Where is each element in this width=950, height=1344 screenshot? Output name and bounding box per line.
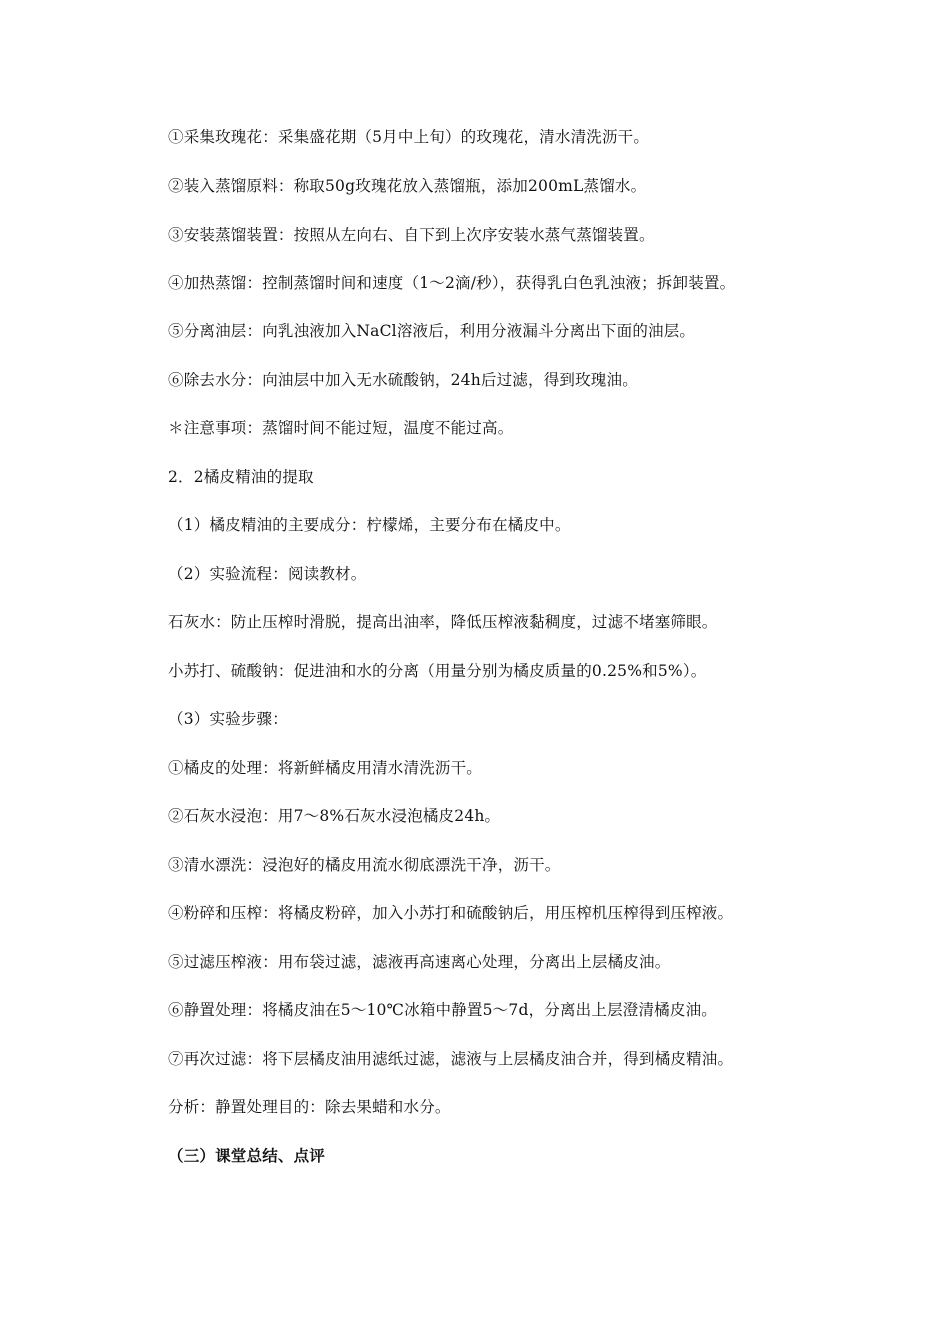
step-remove-water: ⑥除去水分：向油层中加入无水硫酸钠，24h后过滤，得到玫瑰油。 <box>168 371 638 389</box>
soda-sulfate-note: 小苏打、硫酸钠：促进油和水的分离（用量分别为橘皮质量的0.25%和5%）。 <box>168 662 707 680</box>
step-rinse: ③清水漂洗：浸泡好的橘皮用流水彻底漂洗干净，沥干。 <box>168 856 561 874</box>
experiment-flow: （2）实验流程：阅读教材。 <box>168 565 367 583</box>
step-load-material: ②装入蒸馏原料：称取50g玫瑰花放入蒸馏瓶，添加200mL蒸馏水。 <box>168 177 647 195</box>
step-separate-oil: ⑤分离油层：向乳浊液加入NaCl溶液后，利用分液漏斗分离出下面的油层。 <box>168 322 696 340</box>
main-component: （1）橘皮精油的主要成分：柠檬烯，主要分布在橘皮中。 <box>168 516 571 534</box>
summary-heading: （三）课堂总结、点评 <box>168 1146 326 1165</box>
step-install-apparatus: ③安装蒸馏装置：按照从左向右、自下到上次序安装水蒸气蒸馏装置。 <box>168 226 655 244</box>
step-peel-treatment: ①橘皮的处理：将新鲜橘皮用清水清洗沥干。 <box>168 759 483 777</box>
section-heading-orange-oil: 2．2橘皮精油的提取 <box>168 468 314 486</box>
analysis: 分析：静置处理目的：除去果蜡和水分。 <box>168 1098 451 1116</box>
step-filter-press-liquid: ⑤过滤压榨液：用布袋过滤，滤液再高速离心处理，分离出上层橘皮油。 <box>168 953 671 971</box>
step-collect-roses: ①采集玫瑰花：采集盛花期（5月中上旬）的玫瑰花，清水清洗沥干。 <box>168 128 650 146</box>
step-crush-press: ④粉碎和压榨：将橘皮粉碎，加入小苏打和硫酸钠后，用压榨机压榨得到压榨液。 <box>168 904 734 922</box>
step-heat-distill: ④加热蒸馏：控制蒸馏时间和速度（1～2滴/秒），获得乳白色乳浊液；拆卸装置。 <box>168 274 736 292</box>
experiment-steps-heading: （3）实验步骤： <box>168 710 288 728</box>
notes: ＊注意事项：蒸馏时间不能过短，温度不能过高。 <box>168 419 514 437</box>
step-filter-again: ⑦再次过滤：将下层橘皮油用滤纸过滤，滤液与上层橘皮油合并，得到橘皮精油。 <box>168 1050 734 1068</box>
step-lime-soak: ②石灰水浸泡：用7～8%石灰水浸泡橘皮24h。 <box>168 807 501 825</box>
step-standing-treatment: ⑥静置处理：将橘皮油在5～10℃冰箱中静置5～7d，分离出上层澄清橘皮油。 <box>168 1001 717 1019</box>
lime-water-note: 石灰水：防止压榨时滑脱，提高出油率，降低压榨液黏稠度，过滤不堵塞筛眼。 <box>168 613 718 631</box>
